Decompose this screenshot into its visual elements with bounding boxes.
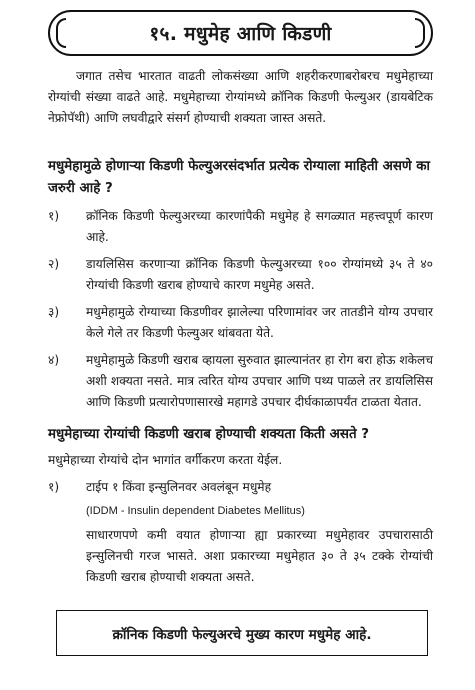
list-number: १) <box>48 480 60 494</box>
title-bracket-right <box>415 18 425 48</box>
type-1-description: साधारणपणे कमी वयात होणाऱ्या ह्या प्रकारच्या मधुमेहावर उपचारासाठी इन्सुलिनची गरज भासते. अशा प्रकारच्या मधुमेहात ३० ते ३५ टक्के रोग्यांची किडणी खराब होण्याची शक्यता असते. <box>86 528 433 584</box>
list-text: मधुमेहामुळे किडणी खराब व्हायला सुरुवात झाल्यानंतर हा रोग बरा होऊ शकेलच अशी शक्यता नसते. मात्र त्वरित योग्य उपचार आणि पथ्य पाळले तर डायलिसिस आणि किडणी प्रत्यारोपणासारखे महागडे उपचार दीर्घकाळापर्यंत टाळता येतात. <box>86 353 433 409</box>
list-number: १) <box>48 209 60 223</box>
list-number: २) <box>48 257 60 271</box>
list-item <box>48 477 433 588</box>
section-1-heading: मधुमेहामुळे होणाऱ्या किडणी फेल्युअरसंदर्भात प्रत्येक रोग्याला माहिती असणे का जरुरी आहे ? <box>48 159 430 196</box>
list-item <box>48 302 433 344</box>
list-body <box>86 477 433 588</box>
list-item <box>48 350 433 413</box>
intro-block <box>48 66 433 129</box>
list-text: क्रॉनिक किडणी फेल्युअरच्या कारणांपैकी मधुमेह हे सगळ्यात महत्त्वपूर्ण कारण आहे. <box>86 209 433 244</box>
type-1-subtitle: (IDDM - Insulin dependent Diabetes Mellitus) <box>86 505 305 517</box>
list-item <box>48 206 433 248</box>
list-number: ४) <box>48 353 60 367</box>
chapter-title: १५. मधुमेह आणि किडणी <box>149 23 332 45</box>
intro-paragraph: जगात तसेच भारतात वाढती लोकसंख्या आणि शहरीकरणाबरोबरच मधुमेहाच्या रोग्यांची संख्या वाढते आहे. मधुमेहाच्या रोग्यांमध्ये क्रॉनिक किडणी फेल्युअर (डायबेटिक नेफ्रोपॅथी) आणि लघवीद्वारे संसर्ग होण्याची शक्यता जास्त असते. <box>48 69 433 125</box>
section-1 <box>48 156 433 413</box>
callout-text: क्रॉनिक किडणी फेल्युअरचे मुख्य कारण मधुमेह आहे. <box>112 626 372 643</box>
type-1-title: टाईप १ किंवा इन्सुलिनवर अवलंबून मधुमेह <box>86 480 272 494</box>
key-fact-callout <box>56 610 428 656</box>
section-2-heading: मधुमेहाच्या रोग्यांची किडणी खराब होण्याची शक्यता किती असते ? <box>48 427 370 442</box>
chapter-title-box <box>48 10 433 56</box>
list-number: ३) <box>48 305 60 319</box>
list-text: डायलिसिस करणाऱ्या क्रॉनिक किडणी फेल्युअरच्या १०० रोग्यांमध्ये ३५ ते ४० रोग्यांची किडणी खराब होण्याचे कारण मधुमेह असते. <box>86 257 433 292</box>
section-2 <box>48 424 433 588</box>
list-text: मधुमेहामुळे रोग्याच्या किडणीवर झालेल्या परिणामांवर जर तातडीने योग्य उपचार केले गेले तर किडणी फेल्युअर थांबवता येते. <box>86 305 433 340</box>
list-item <box>48 254 433 296</box>
title-bracket-left <box>56 18 66 48</box>
section-2-intro: मधुमेहाच्या रोग्यांचे दोन भागांत वर्गीकरण करता येईल. <box>48 453 283 467</box>
